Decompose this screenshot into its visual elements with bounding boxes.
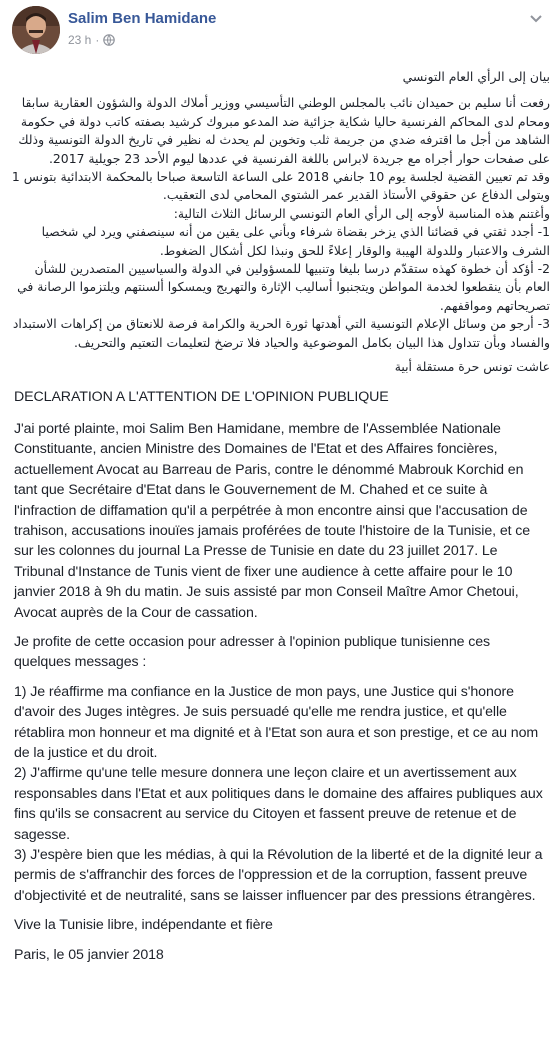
globe-icon[interactable]	[103, 34, 115, 46]
chevron-down-icon	[524, 8, 548, 28]
post-time[interactable]: 23 h	[68, 33, 92, 47]
arabic-paragraph: رفعت أنا سليم بن حميدان نائب بالمجلس الوطني التأسيسي ووزير أملاك الدولة والشؤون العقارية سابقا ومحام لدى المحاكم الفرنسية حاليا شكاية جزائية ضد المدعو مبروك كرشيد بصفته كاتب دولة في حكومة الشاهد من أجل ما اقترفه ضدي من جريمة ثلب وتخوين لم يحدث له نظير في تاريخ الدولة التونسية وذلك على صفحات حوار أجراه مع جريدة لابراس باللغة الفرنسية في عددها ليوم الأحد 23 جويلية 2017.	[18, 95, 550, 166]
french-statement	[0, 387, 560, 966]
arabic-title: بيان إلى الرأي العام التونسي	[402, 69, 550, 84]
arabic-paragraph: وأغتنم هذه المناسبة لأوجه إلى الرأي العام التونسي الرسائل الثلاث التالية:	[173, 205, 550, 221]
avatar[interactable]	[12, 6, 60, 54]
french-paragraph: Vive la Tunisie libre, indépendante et fière	[14, 917, 273, 934]
arabic-signoff: عاشت تونس حرة مستقلة أبية	[394, 359, 550, 375]
author-name[interactable]: Salim Ben Hamidane	[68, 10, 217, 27]
french-paragraph: 3) J'espère bien que les médias, à qui la Révolution de la liberté et de la dignité leur a permis de s'affranchir des forces de l'oppression et de la corruption, fassent preuve d'objectivité et de neutralité, sans se laisser influencer par des pressions étrangères.	[14, 847, 543, 904]
arabic-paragraph: 2- أؤكد أن خطوة كهذه ستقدّم درسا بليغا وتنبيها للمسؤولين في الدولة والسياسيين المتصدرين للشأن العام بأن ينقطعوا لخدمة المواطن ويتجنبوا أساليب الإثارة والتهريج ويمسكوا ألسنتهم ويلتزموا الرصانة في تصريحاتهم ومواقفهم.	[17, 261, 550, 313]
french-paragraph: J'ai porté plainte, moi Salim Ben Hamidane, membre de l'Assemblée Nationale Constituante, ancien Ministre des Domaines de l'Etat et des Affaires foncières, actuellement Avocat au Barreau de Paris, contre le dénommé Mabrouk Korchid en tant que Secrétaire d'Etat dans le Gouvernement de M. Chahed et ce suite à l'infraction de diffamation qu'il a perpétrée à mon encontre ainsi que l'accusation de trahison, accusations inouïes jamais proférées de toute l'histoire de la Tunisie, et ce sur les colonnes du journal La Presse de Tunisie en date du 23 juillet 2017. Le Tribunal d'Instance de Tunis vient de fixer une audience à cette affaire pour le 10 janvier 2018 à 9h du matin. Je suis assisté par mon Conseil Maître Amor Chetoui, Avocat auprès de la Cour de cassation.	[14, 420, 531, 621]
post-meta	[68, 33, 115, 47]
arabic-paragraph: 3- أرجو من وسائل الإعلام التونسية التي أهدتها ثورة الحرية والكرامة فرصة للانعتاق من إكراهات الاستبداد والفساد وبأن تتداول هذا البيان بكامل الموضوعية والحياد فلا ترضخ لتعليمات التعتيم والتحريف.	[12, 316, 550, 350]
post-header	[0, 0, 560, 64]
french-heading: DECLARATION A L'ATTENTION DE L'OPINION PUBLIQUE	[14, 388, 389, 405]
arabic-paragraph: 1- أجدد ثقتي في قضائنا الذي يزخر بقضاة شرفاء وبأني على يقين من أنه سينصفني ويرد لي شخصيا الشرف والاعتبار وللدولة الهيبة والوقار إعلاءً للحق ونبذا لكل أشكال الضغوط.	[41, 224, 550, 258]
french-date: Paris, le 05 janvier 2018	[14, 946, 164, 963]
french-paragraph: Je profite de cette occasion pour adresser à l'opinion publique tunisienne ces quelques messages :	[14, 633, 491, 671]
post-options-button[interactable]	[524, 8, 548, 28]
profile-photo	[12, 6, 60, 54]
french-paragraph: 1) Je réaffirme ma confiance en la Justice de mon pays, une Justice qui s'honore d'avoir des Juges intègres. Je suis persuadé qu'elle me rendra justice, et qu'elle rétablira mon honneur et ma dignité et à l'Etat son aura et son prestige, et ce au nom de la justice et du droit.	[14, 683, 539, 761]
arabic-statement	[0, 68, 560, 377]
meta-separator: ·	[95, 33, 100, 47]
french-paragraph: 2) J'affirme qu'une telle mesure donnera une leçon claire et un avertissement aux responsables dans l'Etat et aux politiques dans le domaine des affaires publiques aux fins qu'ils se consacrent au service du Citoyen et fassent preuve de retenue et de sagesse.	[14, 765, 543, 843]
arabic-paragraph: وقد تم تعيين القضية لجلسة يوم 10 جانفي 2018 على الساعة التاسعة صباحا بالمحكمة الابتدائية بتونس 1 ويتولى الدفاع عن حقوقي الأستاذ القدير عمر الشتوي المحامي لدى التعقيب.	[11, 169, 550, 203]
